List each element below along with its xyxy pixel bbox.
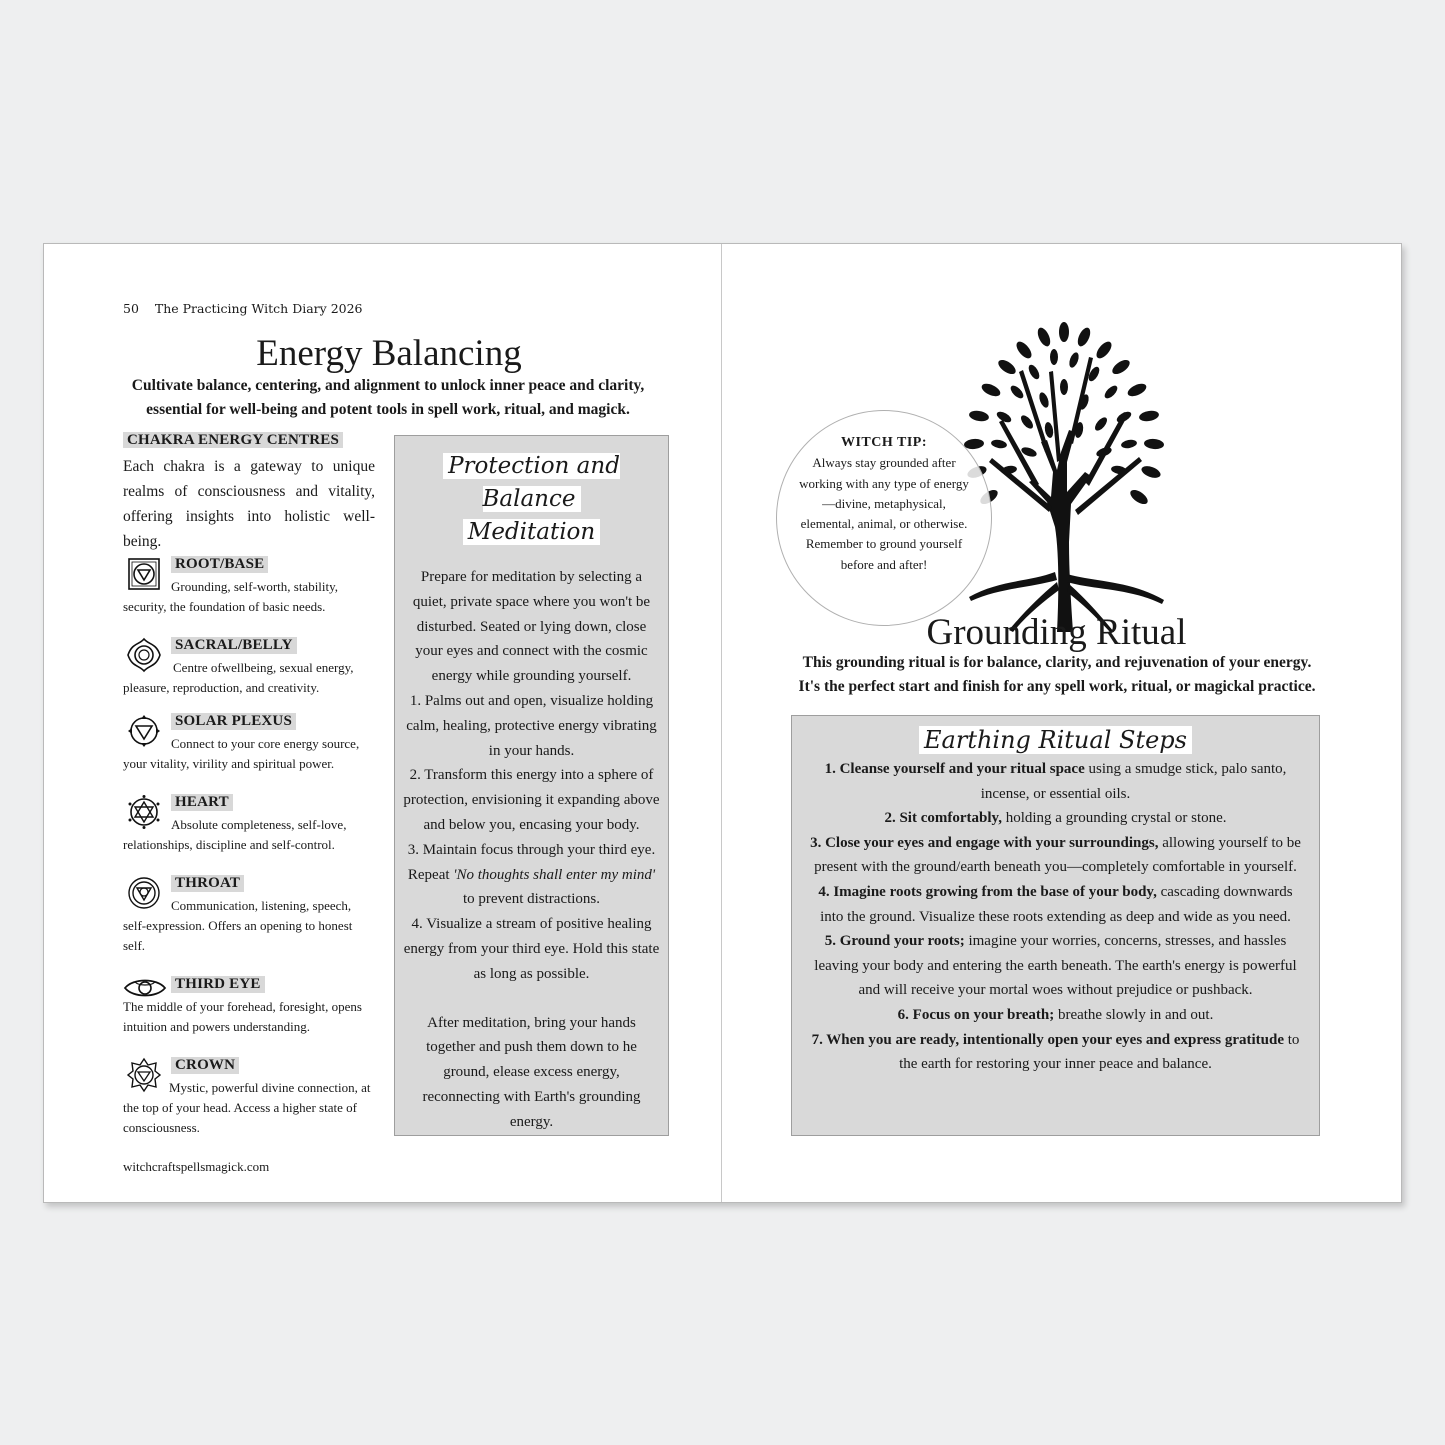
meditation-step: 4. Visualize a stream of positive healing energy from your third eye. Hold this state as long as possible. — [403, 916, 660, 982]
chakra-item — [123, 794, 375, 855]
chakra-name: ROOT/BASE — [171, 556, 268, 573]
meditation-step: 1. Palms out and open, visualize holding calm, healing, protective energy vibrating in your hands. — [406, 692, 657, 759]
subtitle-line: Cultivate balance, centering, and alignment to unlock inner peace and clarity, — [131, 377, 645, 394]
solar-plexus-chakra-icon — [126, 713, 162, 749]
meditation-title — [395, 450, 668, 549]
subtitle-line: This grounding ritual is for balance, clarity, and rejuvenation of your energy. — [802, 654, 1312, 671]
witch-tip-heading: WITCH TIP: — [840, 435, 928, 450]
meditation-box — [394, 435, 669, 1136]
running-head — [123, 301, 363, 316]
ritual-box — [791, 715, 1320, 1136]
ritual-title — [792, 724, 1319, 757]
chakra-item — [123, 875, 375, 956]
step-bold: 2. Sit comfortably, — [884, 810, 1002, 827]
step-text: to the earth for restoring your inner peace and balance. — [899, 1031, 1300, 1073]
page-subtitle — [772, 651, 1342, 699]
step-bold: 5. Ground your roots; — [824, 933, 965, 950]
spine — [721, 244, 722, 1202]
chakra-name: THROAT — [171, 875, 244, 892]
meditation-step: 2. Transform this energy into a sphere of protection, envisioning it expanding above and below you, encasing your body. — [403, 767, 660, 833]
step-text: breathe slowly in and out. — [1054, 1006, 1214, 1023]
root-chakra-icon — [126, 556, 162, 592]
witch-tip-circle — [776, 410, 992, 626]
step-text: to prevent distractions. — [462, 891, 601, 908]
section-heading: CHAKRA ENERGY CENTRES — [123, 432, 343, 448]
page-subtitle — [84, 374, 692, 422]
chakra-name: SOLAR PLEXUS — [171, 713, 296, 730]
ritual-steps — [806, 757, 1305, 1077]
step-text: cascading downwards into the ground. Visualize these roots extending as deep and wide as you need. — [820, 883, 1293, 925]
step-text: 3. Maintain focus through your third eye. Repeat — [407, 841, 656, 883]
ritual-step — [806, 929, 1305, 1003]
step-text: using a smudge stick, palo santo, incense, or essential oils. — [980, 761, 1287, 802]
chakra-desc: Communication, listening, speech, self-expression. Offers an opening to honest self. — [123, 898, 353, 953]
step-bold: 1. Cleanse yourself and your ritual space — [824, 761, 1085, 777]
chakra-name: SACRAL/BELLY — [171, 637, 297, 654]
ritual-step — [806, 1003, 1305, 1028]
ritual-step — [806, 880, 1305, 929]
meditation-title-line: Meditation — [463, 519, 600, 545]
chakra-column — [123, 432, 375, 1152]
heart-chakra-icon — [126, 794, 162, 830]
chakra-item — [123, 637, 375, 698]
page-title: Energy Balancing — [256, 333, 522, 374]
step-bold: 7. When you are ready, intentionally open your eyes and express gratitude — [811, 1031, 1284, 1048]
step-text: imagine your worries, concerns, stresses, and hassles leaving your body and entering the earth beneath. The earth's energy is powerful and will receive your mortal woes without prejudice or pushback. — [814, 933, 1297, 999]
step-text: holding a grounding crystal or stone. — [1001, 810, 1227, 827]
step-quote: 'No thoughts shall enter my mind' — [453, 866, 656, 883]
ritual-title-text: Earthing Ritual Steps — [919, 726, 1192, 754]
chakra-item — [123, 1057, 375, 1138]
chakra-desc: Grounding, self-worth, stability, security, the foundation of basic needs. — [123, 579, 339, 614]
ritual-step — [806, 806, 1305, 831]
chakra-desc: Mystic, powerful divine connection, at the top of your head. Access a higher state of consciousness. — [123, 1080, 371, 1135]
chakra-name: CROWN — [171, 1057, 239, 1074]
chakra-desc: The middle of your forehead, foresight, opens intuition and powers understanding. — [123, 999, 362, 1034]
step-bold: 3. Close your eyes and engage with your surroundings, — [810, 834, 1159, 851]
book-title: The Practicing Witch Diary 2026 — [154, 301, 363, 316]
witch-tip — [797, 433, 971, 575]
chakra-name: THIRD EYE — [171, 976, 265, 993]
sacral-chakra-icon — [126, 637, 162, 673]
ritual-step — [806, 757, 1305, 806]
step-bold: 4. Imagine roots growing from the base of your body, — [818, 883, 1157, 900]
chakra-item — [123, 556, 375, 617]
chakra-intro: Each chakra is a gateway to unique realms of consciousness and vitality, offering insights into holistic well-being. — [123, 458, 375, 550]
chakra-desc: Absolute completeness, self-love, relationships, discipline and self-control. — [123, 817, 347, 852]
chakra-desc: Centre ofwellbeing, sexual energy, pleasure, reproduction, and creativity. — [123, 660, 354, 695]
crown-chakra-icon — [126, 1057, 162, 1093]
chakra-name: HEART — [171, 794, 233, 811]
ritual-step — [806, 1028, 1305, 1077]
ritual-step — [806, 831, 1305, 880]
witch-tip-text: Always stay grounded after working with any type of energy—divine, metaphysical, elemental, animal, or otherwise. Remember to ground yourself before and after! — [799, 455, 969, 572]
chakra-item — [123, 713, 375, 774]
third-eye-chakra-icon — [123, 970, 167, 1006]
subtitle-line: essential for well-being and potent tools in spell work, ritual, and magick. — [146, 401, 630, 418]
page-title: Grounding Ritual — [926, 612, 1187, 653]
footer-url: witchcraftspellsmagick.com — [123, 1159, 270, 1174]
meditation-title-line: Protection and Balance — [443, 453, 620, 512]
meditation-body — [403, 565, 660, 1135]
book-spread — [43, 243, 1402, 1203]
throat-chakra-icon — [126, 875, 162, 911]
chakra-item — [123, 976, 375, 1037]
page-number: 50 — [123, 301, 139, 316]
chakra-desc: Connect to your core energy source, your vitality, virility and spiritual power. — [123, 736, 360, 771]
step-bold: 6. Focus on your breath; — [897, 1006, 1055, 1023]
meditation-after: After meditation, bring your hands together and push them down to he ground, elease excess energy, reconnecting with Earth's grounding energy. — [422, 1014, 641, 1130]
meditation-intro: Prepare for meditation by selecting a quiet, private space where you won't be disturbed. Seated or lying down, close your eyes and connect with the cosmic energy while grounding yourself. — [412, 569, 651, 685]
step-text: allowing yourself to be present with the ground/earth beneath you—completely comfortable in yourself. — [814, 834, 1301, 876]
subtitle-line: It's the perfect start and finish for any spell work, ritual, or magickal practice. — [798, 678, 1316, 695]
meditation-step — [403, 838, 660, 912]
